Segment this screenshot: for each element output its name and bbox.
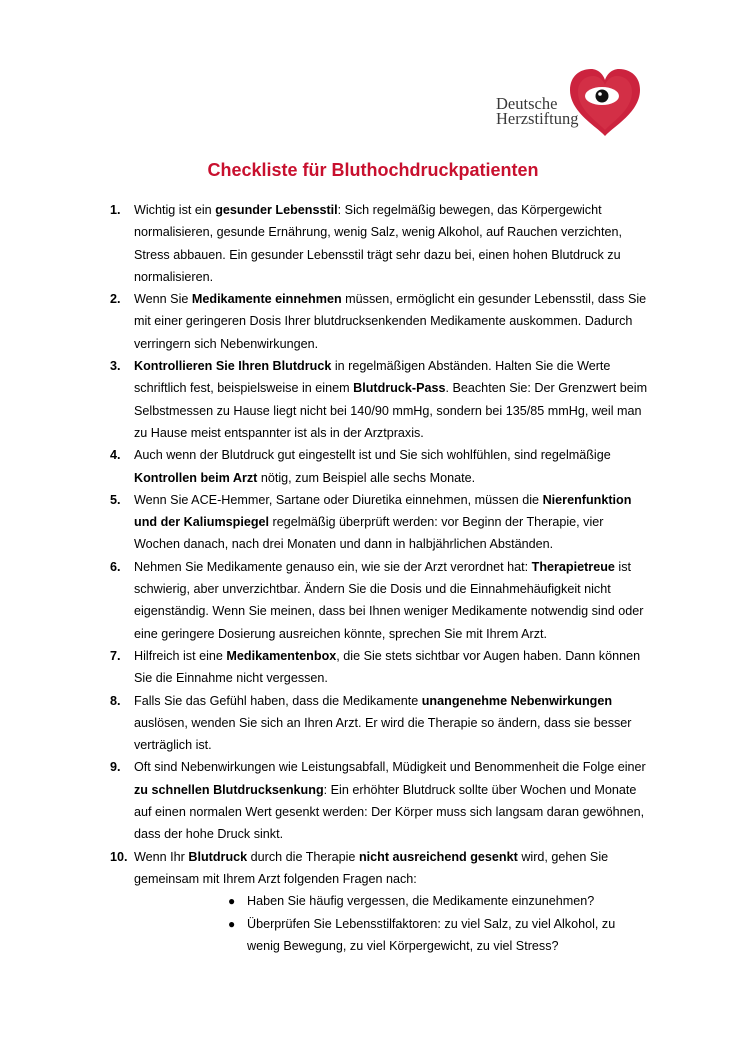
item-emphasis: zu schnellen Blutdrucksenkung — [134, 782, 324, 797]
item-text-part: Auch wenn der Blutdruck gut eingestellt ist und Sie sich wohlfühlen, sind regelmäßige — [134, 448, 611, 463]
checklist-item — [110, 556, 650, 645]
item-text-part: wird, gehen Sie gemeinsam mit Ihrem Arzt folgenden Fragen nach: — [134, 849, 609, 886]
item-text-part: in regelmäßigen Abständen. Halten Sie die Werte schriftlich fest, beispielsweise in einem — [134, 359, 611, 396]
item-emphasis: Kontrollen beim Arzt — [134, 470, 258, 485]
item-text-part: : Ein erhöhter Blutdruck sollte über Wochen und Monate auf einen normalen Wert gesenkt werden: Der Körper muss sich langsam daran gewöhnen, dass der hohe Druck sinkt. — [134, 782, 645, 842]
item-emphasis: Therapietreue — [531, 559, 615, 574]
logo-text — [496, 96, 578, 126]
item-text-part: , die Sie stets sichtbar vor Augen haben. Dann können Sie die Einnahme nicht vergessen. — [134, 648, 641, 686]
item-text-part: durch die Therapie — [247, 849, 359, 864]
item-text-part: ist schwierig, aber unverzichtbar. Ändern Sie die Dosis und die Einnahmehäufigkeit nicht eigenständig. Wenn Sie meinen, dass bei Ihnen weniger Medikamente notwendig sind oder eine geringere Dosierung ausreichen könnte, sprechen Sie mit Ihrem Arzt. — [134, 559, 644, 641]
item-number: 3. — [110, 359, 121, 374]
item-text-part: Falls Sie das Gefühl haben, dass die Medikamente — [134, 693, 422, 708]
item-text-part: regelmäßig überprüft werden: vor Beginn der Therapie, vier Wochen danach, nach drei Monaten und dann in halbjährlichen Abständen. — [134, 515, 604, 552]
item-text-part: Wenn Ihr — [134, 849, 189, 864]
item-text — [134, 493, 631, 552]
bullet-text: Haben Sie häufig vergessen, die Medikamente einzunehmen? — [247, 894, 595, 909]
checklist-item — [110, 199, 650, 288]
item-text — [134, 359, 647, 440]
item-text-part: Wenn Sie ACE-Hemmer, Sartane oder Diuretika einnehmen, müssen die — [134, 492, 543, 507]
item-text-part: Wichtig ist ein — [134, 203, 216, 217]
item-text — [134, 694, 632, 753]
bullet-text: Überprüfen Sie Lebensstilfaktoren: zu viel Salz, zu viel Alkohol, zu wenig Bewegung, zu viel Körpergewicht, zu viel Stress? — [247, 916, 616, 953]
logo — [496, 66, 646, 138]
sub-list — [134, 890, 650, 957]
item-number: 10. — [110, 849, 128, 864]
checklist-item — [110, 690, 650, 757]
item-number: 7. — [110, 648, 121, 663]
checklist-item — [110, 288, 650, 355]
checklist-item — [110, 489, 650, 556]
checklist — [110, 199, 650, 957]
item-text — [134, 448, 611, 484]
item-emphasis: Blutdruck — [188, 849, 248, 864]
item-text — [134, 203, 622, 284]
item-emphasis: Nierenfunktion und der Kaliumspiegel — [134, 492, 632, 530]
checklist-item — [110, 846, 650, 957]
item-number: 1. — [110, 203, 121, 217]
bullet-icon: ● — [228, 894, 236, 909]
item-number: 5. — [110, 492, 121, 507]
item-text — [134, 560, 643, 641]
checklist-item — [110, 444, 650, 489]
item-text-part: Wenn Sie — [134, 292, 192, 307]
sub-list-item — [222, 890, 650, 912]
item-number: 2. — [110, 292, 121, 307]
item-text — [134, 292, 646, 351]
logo-line2: Herzstiftung — [496, 109, 579, 128]
item-text-part: Oft sind Nebenwirkungen wie Leistungsabfall, Müdigkeit und Benommenheit die Folge einer — [134, 760, 646, 775]
item-text-part: : Sich regelmäßig bewegen, das Körpergewicht normalisieren, gesunde Ernährung, wenig Salz, wenig Alkohol, auf Rauchen verzichten, Stress abbauen. Ein gesunder Lebensstil trägt sehr dazu bei, einen hohen Blutdruck zu normalisieren. — [134, 203, 622, 284]
item-emphasis: Medikamentenbox — [226, 648, 337, 663]
checklist-item — [110, 355, 650, 444]
item-text — [134, 649, 640, 685]
item-emphasis: Kontrollieren Sie Ihren Blutdruck — [134, 359, 332, 374]
item-text — [134, 760, 646, 841]
item-emphasis: Blutdruck-Pass — [353, 381, 446, 396]
logo-line1: Deutsche — [496, 94, 558, 113]
item-number: 6. — [110, 559, 121, 574]
bullet-icon: ● — [228, 916, 236, 931]
item-text-part: Nehmen Sie Medikamente genauso ein, wie sie der Arzt verordnet hat: — [134, 559, 532, 574]
item-text-part: . Beachten Sie: Der Grenzwert beim Selbstmessen zu Hause liegt nicht bei 140/90 mmHg, sondern bei 135/85 mmHg, weil man zu Hause meist entspannter ist als in der Arztpraxis. — [134, 381, 648, 440]
item-number: 4. — [110, 448, 121, 463]
item-emphasis: Medikamente einnehmen — [191, 292, 342, 307]
item-number: 8. — [110, 693, 121, 708]
item-emphasis: nicht ausreichend gesenkt — [358, 849, 518, 864]
checklist-item — [110, 645, 650, 690]
checklist-item — [110, 756, 650, 845]
item-text-part: nötig, zum Beispiel alle sechs Monate. — [257, 470, 476, 485]
item-text-part: müssen, ermöglicht ein gesunder Lebensstil, dass Sie mit einer geringeren Dosis Ihrer blutdrucksenkenden Medikamente auskommen. Dadurch verringern sich Nebenwirkungen. — [134, 292, 647, 351]
item-emphasis: gesunder Lebensstil — [215, 203, 338, 217]
item-number: 9. — [110, 760, 121, 775]
sub-list-item — [222, 913, 650, 958]
item-emphasis: unangenehme Nebenwirkungen — [421, 693, 613, 708]
item-text — [134, 850, 608, 886]
page-title: Checkliste für Bluthochdruckpatienten — [207, 160, 539, 180]
item-text-part: Hilfreich ist eine — [134, 648, 227, 663]
item-text-part: auslösen, wenden Sie sich an Ihren Arzt. Er wird die Therapie so ändern, dass sie besser verträglich ist. — [134, 715, 632, 753]
